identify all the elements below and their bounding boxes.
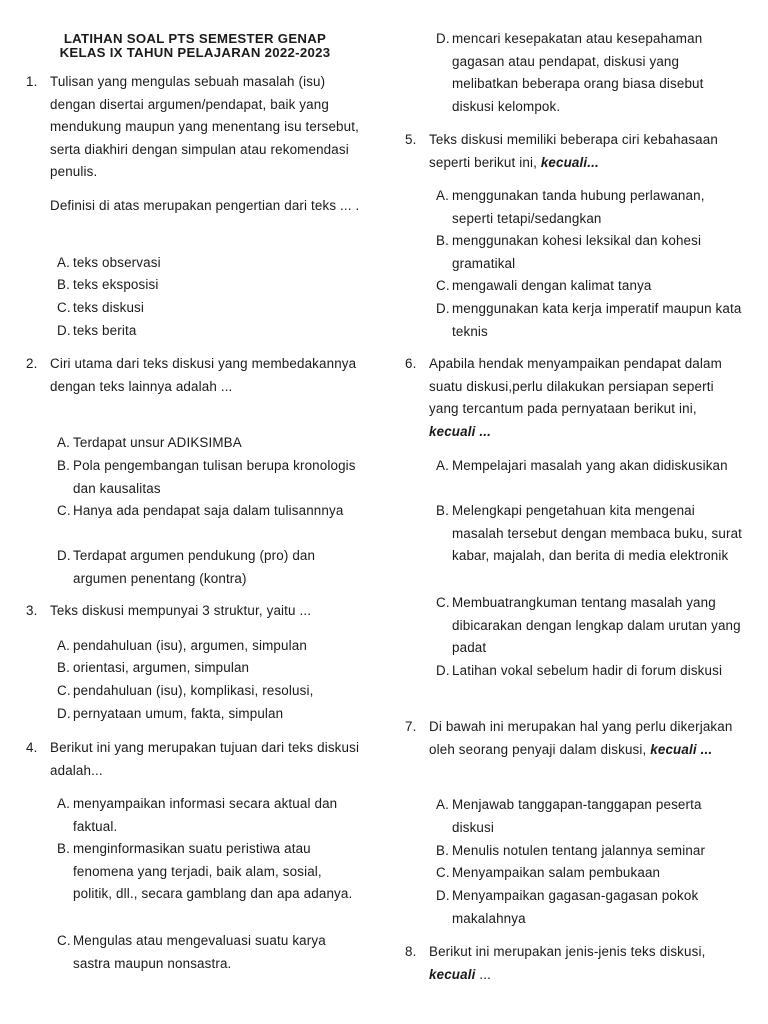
option-letter: C.: [57, 683, 71, 698]
option-c[interactable]: [57, 297, 364, 320]
option-text: teks berita: [73, 323, 137, 338]
option-letter: B.: [57, 841, 70, 856]
option-c[interactable]: [436, 862, 745, 885]
question-stem: Teks diskusi mempunyai 3 struktur, yaitu ...: [50, 603, 312, 618]
option-letter: D.: [436, 31, 450, 46]
option-c[interactable]: [57, 930, 364, 975]
option-c[interactable]: [436, 592, 745, 660]
option-letter: A.: [436, 458, 449, 473]
option-b[interactable]: [57, 838, 364, 906]
option-letter: B.: [436, 503, 449, 518]
option-a[interactable]: [57, 252, 364, 275]
option-c[interactable]: [57, 500, 364, 523]
option-text: teks observasi: [73, 255, 161, 270]
stem-emphasis: kecuali: [429, 966, 476, 982]
option-letter: A.: [57, 638, 70, 653]
option-a[interactable]: [436, 794, 745, 839]
option-letter: A.: [57, 435, 70, 450]
option-text: Latihan vokal sebelum hadir di forum diskusi: [452, 663, 723, 678]
option-d[interactable]: [436, 660, 745, 683]
option-letter: C.: [436, 865, 450, 880]
option-b[interactable]: [57, 657, 364, 680]
option-text: Hanya ada pendapat saja dalam tulisannnya: [73, 503, 344, 518]
option-letter: D.: [57, 548, 71, 563]
option-letter: C.: [57, 503, 71, 518]
question-stem: [429, 353, 745, 443]
stem-emphasis: kecuali ...: [429, 423, 491, 439]
option-b[interactable]: [436, 840, 745, 863]
option-text: menyampaikan informasi secara aktual dan faktual.: [73, 796, 338, 834]
option-a[interactable]: [436, 455, 745, 478]
stem-tail: ...: [475, 966, 491, 982]
option-d[interactable]: [436, 298, 745, 343]
exam-title: LATIHAN SOAL PTS SEMESTER GENAP: [63, 31, 327, 46]
option-text: Pola pengembangan tulisan berupa kronologis dan kausalitas: [73, 458, 356, 496]
question-stem: Tulisan yang mengulas sebuah masalah (isu) dengan disertai argumen/pendapat, baik yang mendukung maupun yang menentang isu tersebut, serta diakhiri dengan simpulan atau rekomendasi penulis.: [50, 74, 359, 180]
stem-text: Berikut ini merupakan jenis-jenis teks diskusi,: [429, 944, 706, 959]
option-text: Menjawab tanggapan-tanggapan peserta diskusi: [452, 797, 702, 835]
option-a[interactable]: [436, 185, 745, 230]
option-letter: C.: [57, 933, 71, 948]
option-letter: D.: [57, 323, 71, 338]
question-number: 6.: [405, 356, 417, 371]
option-d[interactable]: [57, 320, 364, 343]
option-d[interactable]: [57, 703, 364, 726]
question-number: 2.: [26, 356, 38, 371]
question-stem: Berikut ini yang merupakan tujuan dari teks diskusi adalah...: [50, 740, 360, 778]
option-b[interactable]: [57, 274, 364, 297]
option-letter: B.: [57, 660, 70, 675]
option-text: Mengulas atau mengevaluasi suatu karya sastra maupun nonsastra.: [73, 933, 326, 971]
option-text: Mempelajari masalah yang akan didiskusikan: [452, 458, 728, 473]
option-letter: D.: [436, 301, 450, 316]
option-text: menggunakan kata kerja imperatif maupun kata teknis: [452, 301, 742, 339]
option-letter: B.: [436, 233, 449, 248]
stem-emphasis: kecuali ...: [650, 741, 713, 757]
option-text: menggunakan tanda hubung perlawanan, seperti tetapi/sedangkan: [452, 188, 705, 226]
question-number: 4.: [26, 740, 38, 755]
option-letter: A.: [57, 255, 70, 270]
stem-text: Teks diskusi memiliki beberapa ciri kebahasaan seperti berikut ini,: [429, 132, 718, 170]
stem-text: Di bawah ini merupakan hal yang perlu dikerjakan oleh seorang penyaji dalam diskusi,: [429, 719, 733, 757]
option-text: pendahuluan (isu), komplikasi, resolusi,: [73, 683, 314, 698]
question-number: 8.: [405, 944, 417, 959]
option-c[interactable]: [57, 680, 364, 703]
option-d[interactable]: [57, 545, 364, 590]
option-letter: A.: [436, 797, 449, 812]
option-text: Menyampaikan salam pembukaan: [452, 865, 661, 880]
option-text: menginformasikan suatu peristiwa atau fenomena yang terjadi, baik alam, sosial, politik, dll., secara gamblang dan apa adanya.: [73, 841, 353, 902]
question-stem: [429, 716, 745, 761]
option-c[interactable]: [436, 275, 745, 298]
option-text: pernyataan umum, fakta, simpulan: [73, 706, 284, 721]
question-stem: [429, 129, 745, 174]
option-text: pendahuluan (isu), argumen, simpulan: [73, 638, 307, 653]
option-text: Melengkapi pengetahuan kita mengenai masalah tersebut dengan membaca buku, surat kabar, majalah, dan berita di media elektronik: [452, 503, 743, 564]
option-letter: A.: [57, 796, 70, 811]
stem-emphasis: kecuali...: [540, 154, 599, 170]
option-text: Menulis notulen tentang jalannya seminar: [452, 843, 706, 858]
option-a[interactable]: [57, 432, 364, 455]
option-text: mengawali dengan kalimat tanya: [452, 278, 652, 293]
option-letter: D.: [436, 888, 450, 903]
option-d[interactable]: [436, 28, 745, 118]
question-number: 5.: [405, 132, 417, 147]
option-letter: C.: [436, 595, 450, 610]
option-letter: D.: [436, 663, 450, 678]
option-b[interactable]: [57, 455, 364, 500]
option-a[interactable]: [57, 793, 364, 838]
question-number: 7.: [405, 719, 417, 734]
question-definition: Definisi di atas merupakan pengertian dari teks ... .: [50, 198, 360, 213]
option-text: Membuatrangkuman tentang masalah yang dibicarakan dengan lengkap dalam urutan yang padat: [452, 595, 741, 656]
option-letter: C.: [57, 300, 71, 315]
option-letter: B.: [436, 843, 449, 858]
question-stem: [429, 941, 745, 986]
option-text: menggunakan kohesi leksikal dan kohesi gramatikal: [452, 233, 702, 271]
option-text: Terdapat unsur ADIKSIMBA: [73, 435, 242, 450]
option-letter: C.: [436, 278, 450, 293]
option-text: teks diskusi: [73, 300, 145, 315]
question-number: 3.: [26, 603, 38, 618]
option-text: mencari kesepakatan atau kesepahaman gagasan atau pendapat, diskusi yang melibatkan beberapa orang biasa disebut diskusi kelompok.: [452, 31, 704, 114]
option-text: orientasi, argumen, simpulan: [73, 660, 250, 675]
exam-subtitle: KELAS IX TAHUN PELAJARAN 2022-2023: [59, 45, 331, 60]
option-letter: A.: [436, 188, 449, 203]
option-text: Terdapat argumen pendukung (pro) dan argumen penentang (kontra): [73, 548, 316, 586]
option-text: Menyampaikan gagasan-gagasan pokok makalahnya: [452, 888, 699, 926]
option-text: teks eksposisi: [73, 277, 159, 292]
option-d[interactable]: [436, 885, 745, 930]
option-b[interactable]: [436, 230, 745, 275]
option-letter: B.: [57, 458, 70, 473]
option-letter: B.: [57, 277, 70, 292]
option-a[interactable]: [57, 635, 364, 658]
option-letter: D.: [57, 706, 71, 721]
option-b[interactable]: [436, 500, 745, 568]
question-stem: Ciri utama dari teks diskusi yang membedakannya dengan teks lainnya adalah ...: [50, 356, 357, 394]
stem-text: Apabila hendak menyampaikan pendapat dalam suatu diskusi,perlu dilakukan persiapan seperti yang tercantum pada pernyataan berikut ini,: [429, 356, 722, 417]
question-number: 1.: [26, 74, 38, 89]
